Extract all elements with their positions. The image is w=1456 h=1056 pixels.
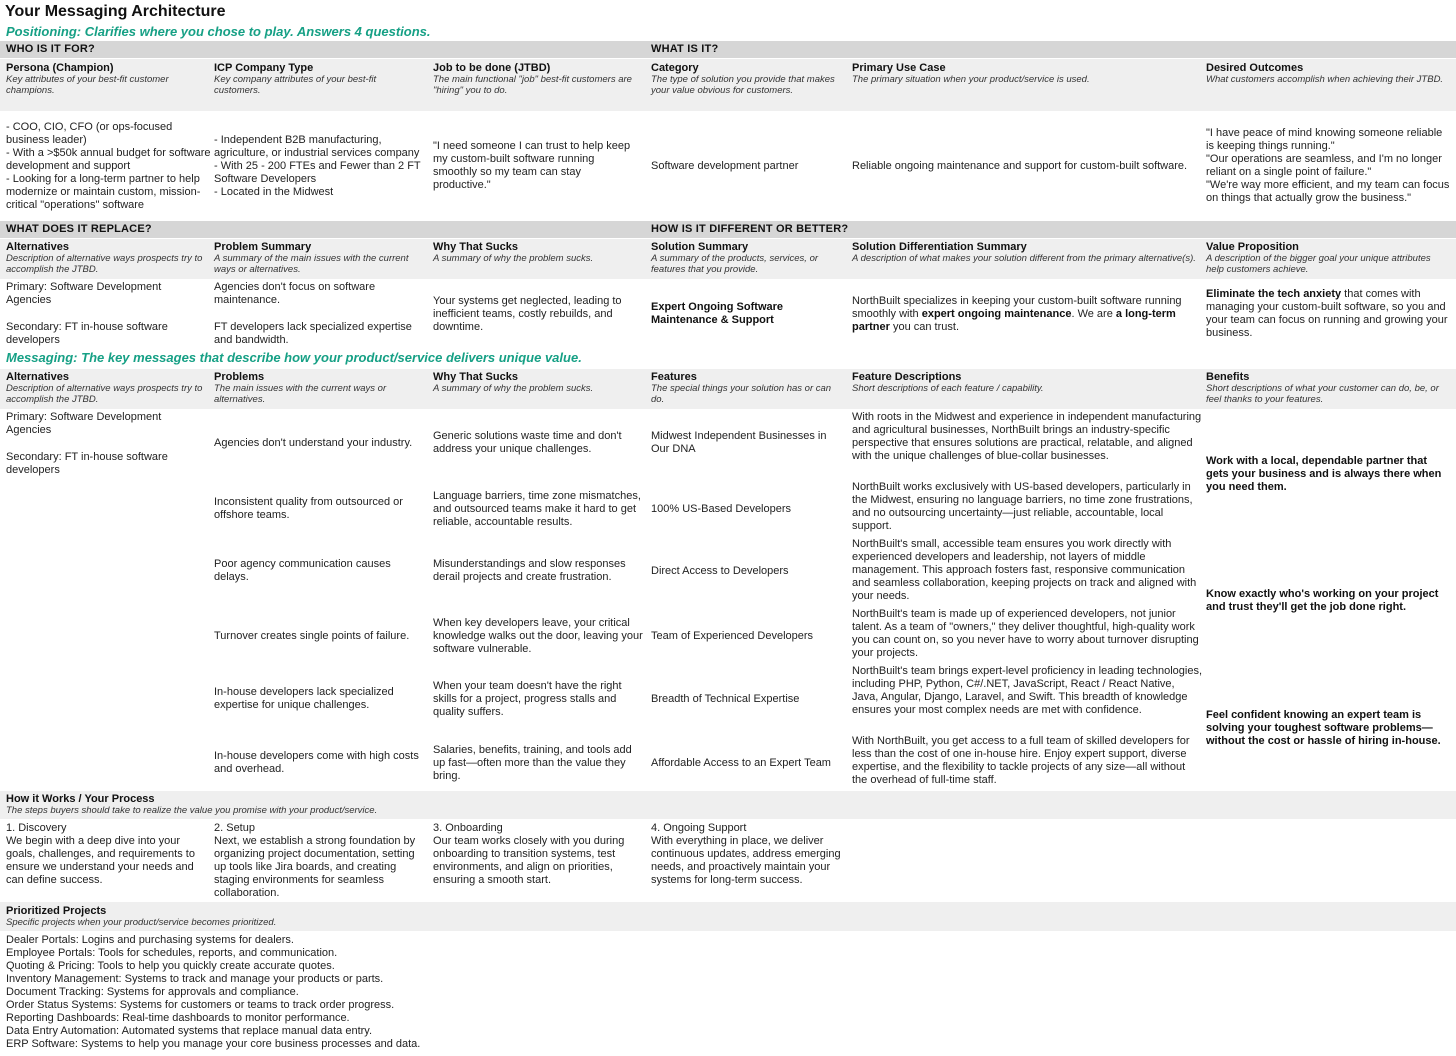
positioning-header-row [0, 59, 1456, 111]
messaging-heading: Messaging: The key messages that describe how your product/service delivers unique value. [6, 350, 582, 365]
row-feature: Midwest Independent Businesses in Our DNA [651, 430, 827, 455]
replace-header-row [0, 239, 1456, 279]
row-problem: In-house developers lack specialized expertise for unique challenges. [214, 686, 394, 711]
row-feature-desc: NorthBuilt's team brings expert-level proficiency in leading technologies, including PHP, Python, C#/.NET, JavaScript, React / React Native, Java, Angular, Django, Laravel, and Swift. This breadth of knowledge ensures your most complex needs are met with confidence. [852, 665, 1203, 716]
msg-benefits-header: Benefits Short descriptions of what your customer can do, be, or feel thanks to your features. [1206, 371, 1439, 405]
msg-features-header: Features The special things your solution has or can do. [651, 371, 832, 405]
alt-primary-cell: Primary: Software Development Agencies [6, 281, 162, 306]
process-step-1: 1. Discovery We begin with a deep dive into your goals, challenges, and requirements to ensure we understand your needs and can define success. [6, 822, 195, 886]
msg-feature-desc-header: Feature Descriptions Short descriptions of each feature / capability. [852, 371, 1044, 394]
outcomes-header: Desired Outcomes What customers accomplish when achieving their JTBD. [1206, 62, 1444, 85]
projects-header-text: Prioritized Projects Specific projects when your product/service becomes prioritized. [6, 905, 277, 928]
category-header: Category The type of solution you provide that makes your value obvious for customers. [651, 62, 835, 96]
row-why: Generic solutions waste time and don't address your unique challenges. [433, 430, 622, 455]
row-feature: Affordable Access to an Expert Team [651, 756, 831, 769]
solution-summary-cell: Expert Ongoing Software Maintenance & Support [651, 301, 784, 326]
who-is-it-for-label: WHO IS IT FOR? [6, 43, 95, 55]
jtbd-header: Job to be done (JTBD) The main functional "job" best-fit customers are "hiring" you to do. [433, 62, 632, 96]
icp-cell: - Independent B2B manufacturing, agriculture, or industrial services company - With 25 - 200 FTEs and Fewer than 2 FT Software Developers - Located in the Midwest [214, 133, 421, 198]
category-cell: Software development partner [651, 159, 799, 172]
msg-why-header: Why That Sucks A summary of why the problem sucks. [433, 371, 594, 394]
process-header-text: How it Works / Your Process The steps buyers should take to realize the value you promise with your product/service. [6, 793, 378, 816]
positioning-group-bar [0, 41, 1456, 58]
page-title: Your Messaging Architecture [5, 3, 226, 20]
list-item: Data Entry Automation: Automated systems that replace manual data entry. [6, 1025, 373, 1037]
row-problem: In-house developers come with high costs and overhead. [214, 750, 419, 775]
row-problem: Agencies don't understand your industry. [214, 436, 413, 449]
process-step-2: 2. Setup Next, we establish a strong foundation by organizing project documentation, setting up tools like Jira boards, and creating staging environments for seamless collaboration. [214, 822, 416, 899]
list-item: Inventory Management: Systems to track and manage your products or parts. [6, 973, 384, 985]
row-problem: Turnover creates single points of failure. [214, 629, 410, 642]
row-feature: Direct Access to Developers [651, 564, 789, 577]
icp-header: ICP Company Type Key company attributes of your best-fit customers. [214, 62, 377, 96]
how-is-it-different-label: HOW IS IT DIFFERENT OR BETTER? [651, 223, 849, 235]
msg-problems-header: Problems The main issues with the current ways or alternatives. [214, 371, 387, 405]
alt-secondary-cell: Secondary: FT in-house software developers [6, 321, 168, 346]
differentiation-header: Solution Differentiation Summary A description of what makes your solution different from the primary alternative(s). [852, 241, 1196, 264]
value-prop-cell [1206, 281, 1451, 347]
problem-summary-2: FT developers lack specialized expertise and bandwidth. [214, 321, 412, 346]
msg-alt-secondary: Secondary: FT in-house software developers [6, 451, 168, 476]
benefit-1: Work with a local, dependable partner that gets your business and is always there when you need them. [1206, 454, 1442, 493]
row-why: Misunderstandings and slow responses derail projects and create frustration. [433, 558, 626, 583]
positioning-heading: Positioning: Clarifies where you chose to play. Answers 4 questions. [6, 24, 431, 39]
use-case-header: Primary Use Case The primary situation when your product/service is used. [852, 62, 1090, 85]
list-item: Dealer Portals: Logins and purchasing systems for dealers. [6, 934, 294, 946]
solution-summary-header: Solution Summary A summary of the products, services, or features that you provide. [651, 241, 819, 275]
why-sucks-cell: Your systems get neglected, leading to inefficient teams, costly rebuilds, and downtime. [433, 294, 622, 333]
list-item: Reporting Dashboards: Real-time dashboards to monitor performance. [6, 1012, 350, 1024]
value-prop-text: Eliminate the tech anxiety that comes with managing your custom-built software, so you and your team can focus on running and growing your business. [1206, 288, 1448, 339]
row-feature-desc: With NorthBuilt, you get access to a full team of skilled developers for less than the cost of one in-house hire. Enjoy expert support, diverse expertise, and the flexibility to tackle projects of any size—all without the overhead of full-time staff. [852, 735, 1190, 786]
persona-header: Persona (Champion) Key attributes of your best-fit customer champions. [6, 62, 169, 96]
list-item: ERP Software: Systems to help you manage your core business processes and data. [6, 1038, 421, 1050]
what-is-it-label: WHAT IS IT? [651, 43, 719, 55]
list-item: Document Tracking: Systems for approvals and compliance. [6, 986, 299, 998]
process-step-4: 4. Ongoing Support With everything in place, we deliver continuous updates, address emerging needs, and proactively maintain your systems for long-term success. [651, 822, 841, 886]
row-problem: Inconsistent quality from outsourced or offshore teams. [214, 496, 403, 521]
benefit-3: Feel confident knowing an expert team is solving your toughest software problems—without the cost or hassle of hiring in-house. [1206, 708, 1441, 747]
problem-summary-1: Agencies don't focus on software maintenance. [214, 281, 376, 306]
jtbd-cell: "I need someone I can trust to help keep my custom-built software running smoothly so my team can stay productive." [433, 140, 631, 191]
what-does-it-replace-label: WHAT DOES IT REPLACE? [6, 223, 152, 235]
differentiation-text: NorthBuilt specializes in keeping your custom-built software running smoothly with expert ongoing maintenance. We are a long-term partner you can trust. [852, 294, 1182, 333]
row-feature-desc: NorthBuilt's small, accessible team ensures you work directly with experienced developers and leadership, not layers of middle management. This approach fosters fast, responsive communication and seamless collaboration, keeping projects on track and aligned with your needs. [852, 538, 1197, 602]
outcomes-cell: "I have peace of mind knowing someone reliable is keeping things running." "Our operations are seamless, and I'm no longer reliant on a single point of failure." "We're way more efficient, and my team can focus on things that actually grow the business." [1206, 127, 1450, 204]
row-feature: Team of Experienced Developers [651, 629, 814, 642]
process-step-3: 3. Onboarding Our team works closely with you during onboarding to transition systems, test environments, and align on priorities, ensuring a smooth start. [433, 822, 625, 886]
row-feature-desc: With roots in the Midwest and experience in independent manufacturing and agricultural businesses, NorthBuilt brings an industry-specific perspective that ensures solutions are practical, relatable, and aligned with the unique challenges of blue-collar businesses. [852, 411, 1202, 462]
problem-summary-header: Problem Summary A summary of the main issues with the current ways or alternatives. [214, 241, 409, 275]
row-feature-desc: NorthBuilt's team is made up of experienced developers, not junior talent. As a team of "owners," they deliver thoughtful, high-quality work you can count on, so you never have to worry about turnover disrupting your projects. [852, 608, 1199, 659]
row-why: When key developers leave, your critical knowledge walks out the door, leaving your software vulnerable. [433, 616, 643, 655]
projects-list [6, 934, 706, 1051]
process-header [0, 791, 1456, 819]
why-that-sucks-header: Why That Sucks A summary of why the problem sucks. [433, 241, 594, 264]
persona-cell: - COO, CIO, CFO (or ops-focused business leader) - With a >$50k annual budget for software development and support - Looking for a long-term partner to help modernize or maintain custom, mission-critical "operations" software [6, 120, 211, 211]
row-feature: Breadth of Technical Expertise [651, 692, 800, 705]
value-prop-header: Value Proposition A description of the bigger goal your unique attributes help customers achieve. [1206, 241, 1431, 275]
row-problem: Poor agency communication causes delays. [214, 558, 391, 583]
list-item: Order Status Systems: Systems for customers or teams to track order progress. [6, 999, 395, 1011]
alternatives-header: Alternatives Description of alternative ways prospects try to accomplish the JTBD. [6, 241, 203, 275]
messaging-header-row [0, 369, 1456, 409]
list-item: Employee Portals: Tools for schedules, reports, and communication. [6, 947, 338, 959]
row-feature-desc: NorthBuilt works exclusively with US-based developers, particularly in the Midwest, ensuring no language barriers, no time zone frustrations, and no outsourcing uncertainty—just reliable, accountable, local support. [852, 481, 1193, 532]
differentiation-cell [852, 281, 1202, 347]
row-why: Salaries, benefits, training, and tools add up fast—often more than the value they bring. [433, 743, 632, 782]
benefit-2: Know exactly who's working on your project and trust they'll get the job done right. [1206, 588, 1439, 613]
msg-alt-primary: Primary: Software Development Agencies [6, 411, 162, 436]
row-why: Language barriers, time zone mismatches, and outsourced teams make it hard to get reliable, accountable results. [433, 489, 641, 528]
msg-alternatives-header: Alternatives Description of alternative ways prospects try to accomplish the JTBD. [6, 371, 203, 405]
replace-group-bar [0, 221, 1456, 238]
row-feature: 100% US-Based Developers [651, 502, 792, 515]
projects-header [0, 902, 1456, 931]
row-why: When your team doesn't have the right skills for a project, progress stalls and quality suffers. [433, 679, 622, 718]
list-item: Quoting & Pricing: Tools to help you quickly create accurate quotes. [6, 960, 335, 972]
use-case-cell: Reliable ongoing maintenance and support for custom-built software. [852, 159, 1188, 172]
